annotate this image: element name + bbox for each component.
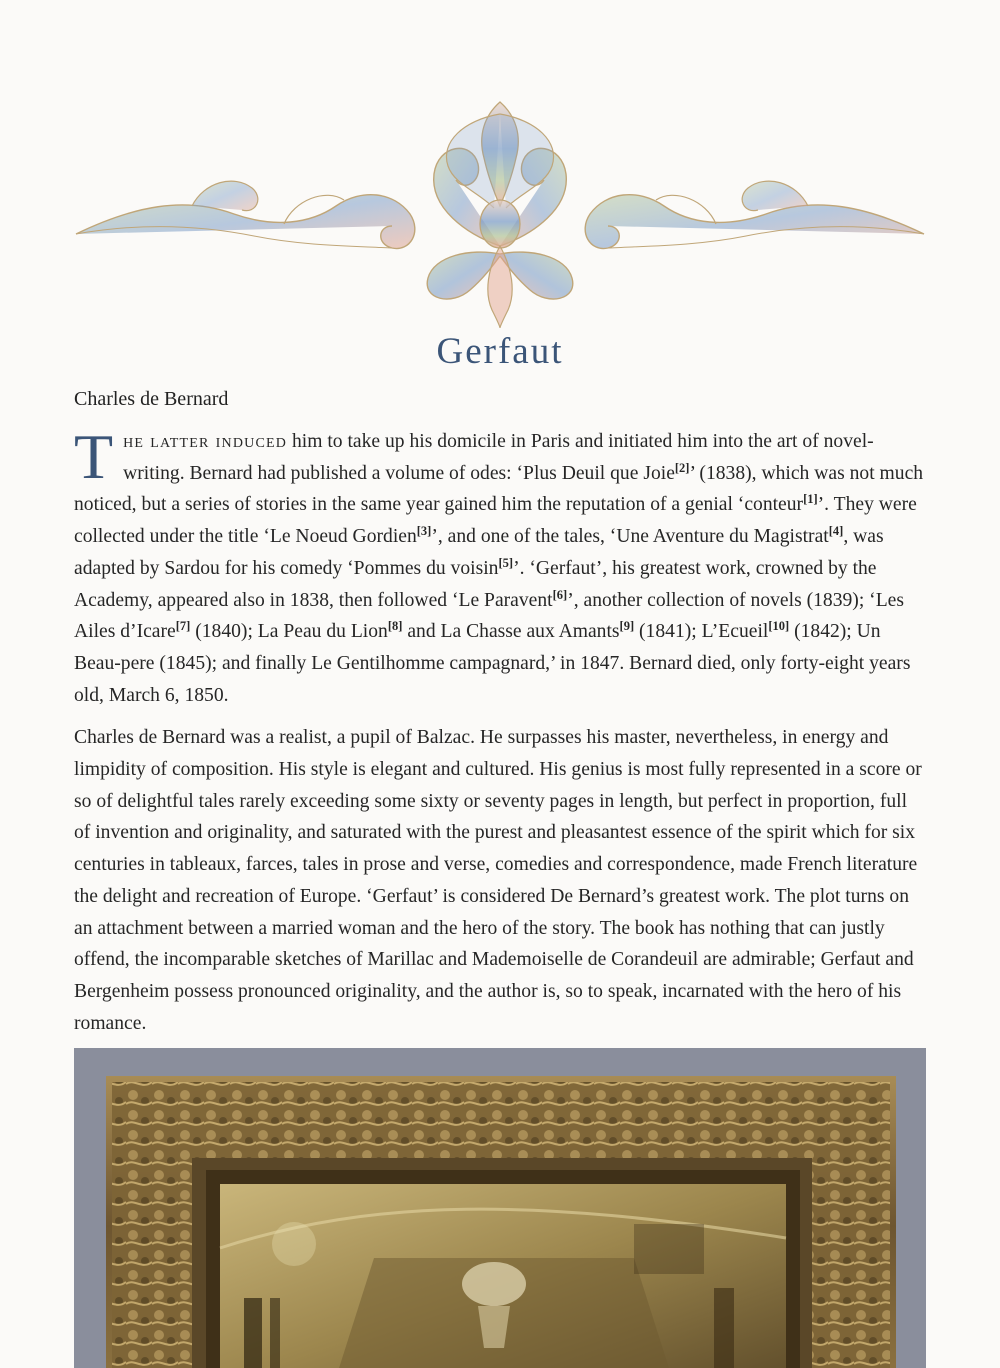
footnote-ref[interactable]: [7] [175,619,191,634]
floral-scroll-ornament [74,96,926,332]
opening-small-caps: he latter induced [123,431,288,452]
author-name: Charles de Bernard [74,388,229,410]
drop-cap: T [74,421,114,492]
paragraph-1: The latter induced him to take up his domicile in Paris and initiated him into the art of novel-writing. Bernard had published a volume of odes: ‘Plus Deuil que Joie[2]’ (1838), which was not much noticed, but a series of stories in the same year gained him the reputation of a genial ‘conteur[1]’. They were collected under the title ‘Le Noeud Gordien[3]’, and one of the tales, ‘Une Aventure du Magistrat[4], was adapted by Sardou for his comedy ‘Pommes du voisin[5]’. ‘Gerfaut’, his greatest work, crowned by the Academy, appeared also in 1838, then followed ‘Le Paravent[6]’, another collection of novels (1839); ‘Les Ailes d’Icare[7] (1840); La Peau du Lion[8] and La Chasse aux Amants[9] (1841); L’Ecueil[10] (1842); Un Beau-pere (1845); and finally Le Gentilhomme campagnard,’ in 1847. Bernard died, only forty-eight years old, March 6, 1850. [74,421,924,706]
paragraph-2: Charles de Bernard was a realist, a pupil of Balzac. He surpasses his master, nevertheless, in energy and limpidity of composition. His style is elegant and cultured. His genius is most fully represented in a score or so of delightful tales rarely exceeding some sixty or seventy pages in length, but perfect in proportion, full of invention and originality, and saturated with the purest and pleasantest essence of the spirit which for six centuries in tableaux, farces, tales in prose and verse, comedies and correspondence, made French literature the delight and recreation of Europe. ‘Gerfaut’ is considered De Bernard’s greatest work. The plot turns on an attachment between a married woman and the hero of the story. The book has nothing that can justly offend, the incomparable sketches of Marillac and Mademoiselle de Corandeuil are admirable; Gerfaut and Bergenheim possess pronounced originality, and the author is, so to speak, incarnated with the hero of his romance. [74,727,922,1034]
page-title: Gerfaut [436,331,564,372]
footnote-ref[interactable]: [5] [498,555,514,570]
footnote-ref[interactable]: [4] [828,524,844,539]
footnote-ref[interactable]: [1] [803,492,818,507]
framed-painting-interior [74,1048,926,1368]
footnote-ref[interactable]: [8] [387,619,403,634]
footnote-ref[interactable]: [6] [552,587,568,602]
article-body [74,421,926,1050]
footnote-ref[interactable]: [2] [674,460,690,475]
footnote-ref[interactable]: [9] [619,619,635,634]
footnote-ref[interactable]: [10] [768,619,790,634]
footnote-ref[interactable]: [3] [416,524,432,539]
